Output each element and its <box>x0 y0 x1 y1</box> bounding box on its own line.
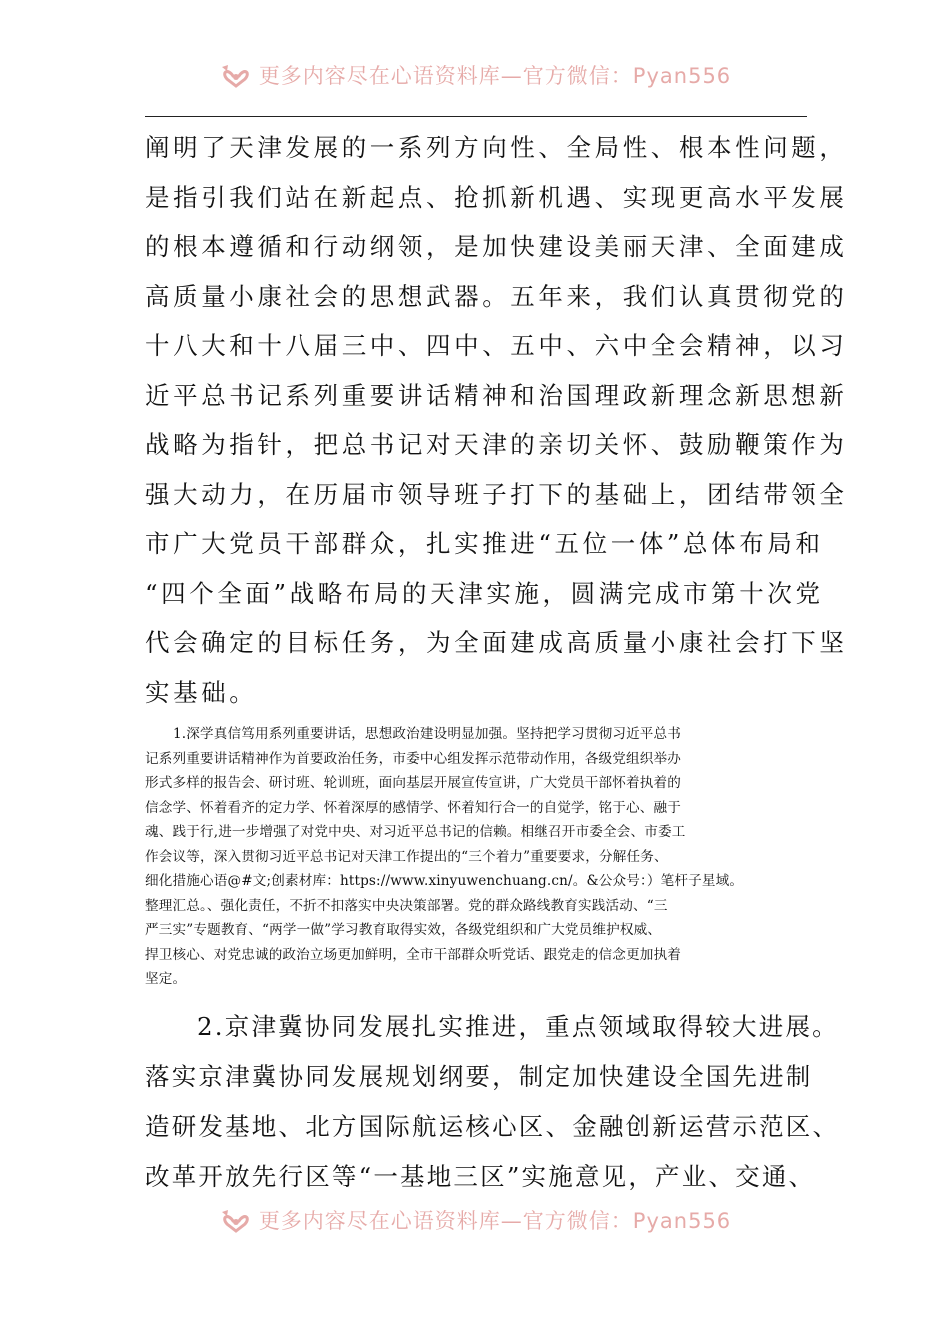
watermark-logo-icon <box>219 62 253 88</box>
text-line: 代会确定的目标任务，为全面建成高质量小康社会打下坚 <box>145 628 848 657</box>
text-line: 战略为指针，把总书记对天津的亲切关怀、鼓励鞭策作为 <box>145 430 848 459</box>
watermark-text: 更多内容尽在心语资料库—官方微信：Pyan556 <box>258 64 732 88</box>
text-line: 细化措施心语@#文;创素材库：https://www.xinyuwenchuang.cn/。&公众号：）笔杆子星域。 <box>145 873 744 889</box>
text-line: 市广大党员干部群众，扎实推进“五位一体”总体布局和 <box>145 529 824 558</box>
watermark-logo-icon <box>219 1207 253 1233</box>
text-line: 作会议等，深入贯彻习近平总书记对天津工作提出的“三个着力”重要要求，分解任务、 <box>145 848 668 865</box>
text-line: 2.京津冀协同发展扎实推进，重点领域取得较大进展。 <box>197 1012 839 1041</box>
text-line: 是指引我们站在新起点、抢抓新机遇、实现更高水平发展 <box>145 182 848 212</box>
text-line: 的根本遵循和行动纲领，是加快建设美丽天津、全面建成 <box>145 232 848 261</box>
watermark-footer <box>0 1200 950 1240</box>
text-line: 落实京津冀协同发展规划纲要，制定加快建设全国先进制 <box>145 1062 813 1091</box>
text-line: “四个全面”战略布局的天津实施，圆满完成市第十次党 <box>145 578 824 608</box>
text-line: 1.深学真信笃用系列重要讲话，思想政治建设明显加强。坚持把学习贯彻习近平总书 <box>173 726 682 742</box>
text-line: 坚定。 <box>145 971 187 987</box>
text-line: 改革开放先行区等“一基地三区”实施意见，产业、交通、 <box>145 1162 816 1191</box>
text-line: 形式多样的报告会、研讨班、轮训班，面向基层开展宣传宣讲，广大党员干部怀着执着的 <box>145 775 682 791</box>
body-paragraph <box>145 123 848 717</box>
text-line: 实基础。 <box>145 677 258 707</box>
text-line: 造研发基地、北方国际航运核心区、金融创新运营示范区、 <box>145 1112 840 1141</box>
text-line: 阐明了天津发展的一系列方向性、全局性、根本性问题， <box>145 133 848 162</box>
text-line: 强大动力，在历届市领导班子打下的基础上，团结带领全 <box>145 479 848 509</box>
text-line: 魂、践于行,进一步增强了对党中央、对习近平总书记的信赖。相继召开市委全会、市委工 <box>145 824 686 840</box>
header-divider <box>145 116 807 117</box>
section-2-paragraph <box>145 1002 840 1202</box>
text-line: 信念学、怀着看齐的定力学、怀着深厚的感情学、怀着知行合一的自觉学，铭于心、融于 <box>145 799 682 816</box>
text-line: 十八大和十八届三中、四中、五中、六中全会精神，以习 <box>145 331 848 360</box>
text-line: 近平总书记系列重要讲话精神和治国理政新理念新思想新 <box>145 380 848 410</box>
text-line: 捍卫核心、对党忠诚的政治立场更加鲜明，全市干部群众听党话、跟党走的信念更加执着 <box>145 946 682 963</box>
watermark-header <box>0 55 950 95</box>
text-line: 记系列重要讲话精神作为首要政治任务，市委中心组发挥示范带动作用，各级党组织举办 <box>145 750 682 767</box>
text-line: 高质量小康社会的思想武器。五年来，我们认真贯彻党的 <box>145 281 848 311</box>
text-line: 严三实”专题教育、“两学一做”学习教育取得实效，各级党组织和广大党员维护权威、 <box>145 922 662 938</box>
text-line: 整理汇总。、强化责任，不折不扣落实中央决策部署。党的群众路线教育实践活动、“三 <box>145 897 668 914</box>
section-1-paragraph <box>145 722 810 992</box>
watermark-text: 更多内容尽在心语资料库—官方微信：Pyan556 <box>258 1209 732 1233</box>
